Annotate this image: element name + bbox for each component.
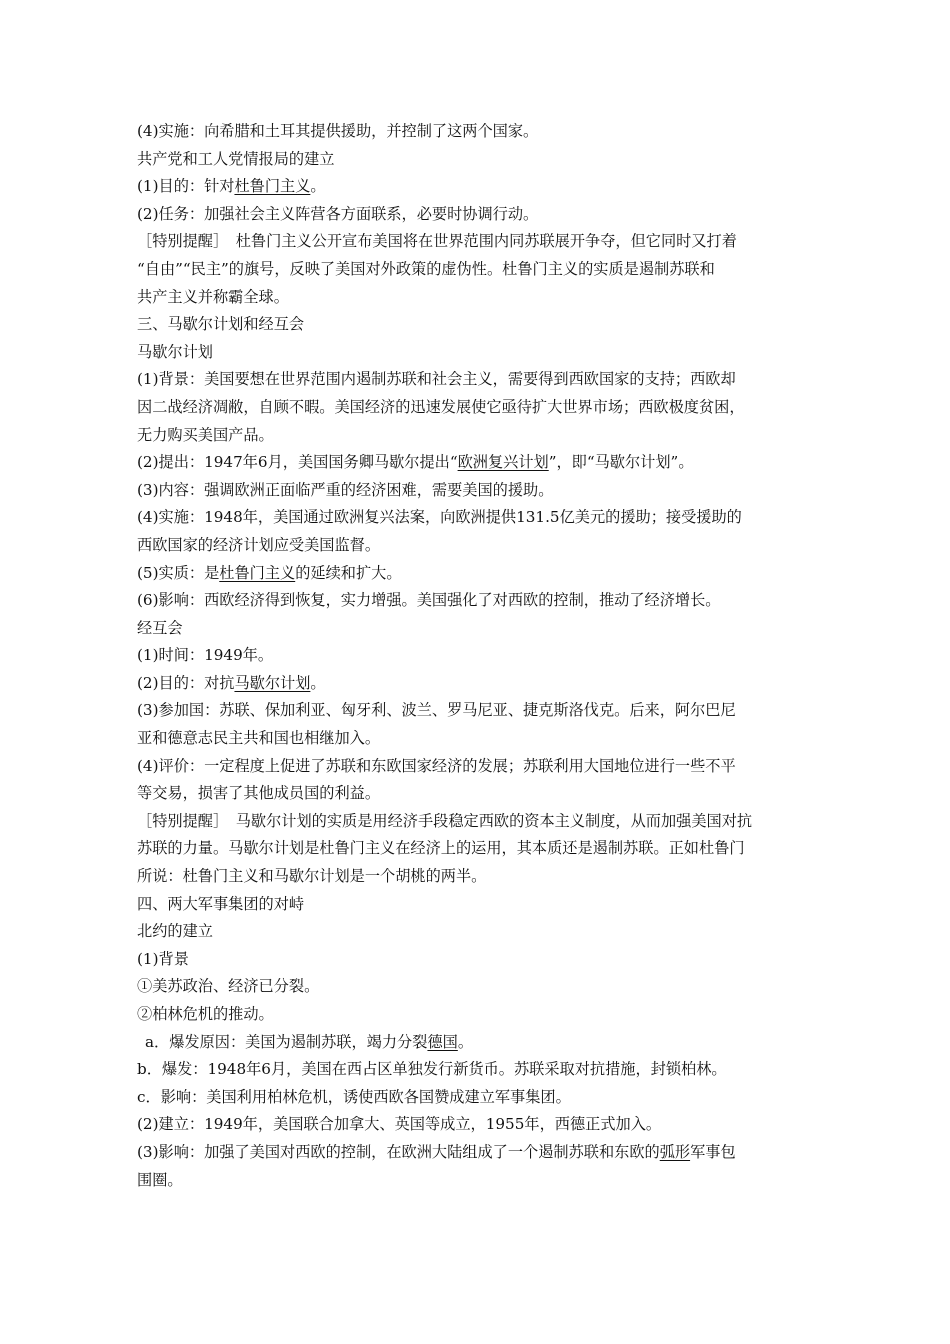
chapter-heading: 三、马歇尔计划和经互会 <box>137 315 305 334</box>
section-heading: 北约的建立 <box>137 922 213 941</box>
special-note-line: 所说：杜鲁门主义和马歇尔计划是一个胡桃的两半。 <box>137 867 487 886</box>
paragraph-line: (3)内容：强调欧洲正面临严重的经济困难，需要美国的援助。 <box>137 480 554 499</box>
paragraph-line: (4)实施：1948年，美国通过欧洲复兴法案，向欧洲提供131.5亿美元的援助；接受援助的 <box>137 508 742 527</box>
underlined-term: 马歇尔计划 <box>234 673 311 692</box>
paragraph-line: 亚和德意志民主共和国也相继加入。 <box>137 729 380 748</box>
paragraph-line: b．爆发：1948年6月，美国在西占区单独发行新货币。苏联采取对抗措施，封锁柏林。 <box>137 1060 727 1079</box>
paragraph-line: (2)提出：1947年6月，美国国务卿马歇尔提出“欧洲复兴计划”，即“马歇尔计划”。 <box>137 453 694 472</box>
paragraph-line: (3)参加国：苏联、保加利亚、匈牙利、波兰、罗马尼亚、捷克斯洛伐克。后来，阿尔巴尼 <box>137 701 736 720</box>
document-body <box>137 118 817 1194</box>
paragraph-line: 等交易，损害了其他成员国的利益。 <box>137 784 380 803</box>
paragraph-line: (3)影响：加强了美国对西欧的控制，在欧洲大陆组成了一个遏制苏联和东欧的弧形军事包 <box>137 1142 736 1161</box>
paragraph-line: (2)建立：1949年，美国联合加拿大、英国等成立，1955年，西德正式加入。 <box>137 1115 662 1134</box>
paragraph-line: 无力购买美国产品。 <box>137 425 274 444</box>
section-heading: 马歇尔计划 <box>137 342 213 361</box>
special-note-line: ［特别提醒］ 杜鲁门主义公开宣布美国将在世界范围内同苏联展开争夺，但它同时又打着 <box>137 232 737 251</box>
underlined-term: 德国 <box>427 1032 458 1051</box>
paragraph-line: (1)目的：针对杜鲁门主义。 <box>137 177 326 196</box>
underlined-term: 杜鲁门主义 <box>219 563 296 582</box>
underlined-term: 杜鲁门主义 <box>234 177 311 196</box>
special-note-line: 共产主义并称霸全球。 <box>137 287 289 306</box>
underlined-term: 弧形 <box>659 1142 691 1161</box>
paragraph-line: (1)背景：美国要想在世界范围内遏制苏联和社会主义，需要得到西欧国家的支持；西欧却 <box>137 370 736 389</box>
paragraph-line: (2)任务：加强社会主义阵营各方面联系，必要时协调行动。 <box>137 204 539 223</box>
paragraph-line: (5)实质：是杜鲁门主义的延续和扩大。 <box>137 563 402 582</box>
paragraph-line: c．影响：美国利用柏林危机，诱使西欧各国赞成建立军事集团。 <box>137 1087 571 1106</box>
special-note-line: “自由”“民主”的旗号，反映了美国对外政策的虚伪性。杜鲁门主义的实质是遏制苏联和 <box>137 259 715 278</box>
paragraph-line: (6)影响：西欧经济得到恢复，实力增强。美国强化了对西欧的控制，推动了经济增长。 <box>137 591 721 610</box>
special-note-line: 苏联的力量。马歇尔计划是杜鲁门主义在经济上的运用，其本质还是遏制苏联。正如杜鲁门 <box>137 839 745 858</box>
paragraph-line: a．爆发原因：美国为遏制苏联，竭力分裂德国。 <box>145 1032 473 1051</box>
paragraph-line: (4)实施：向希腊和土耳其提供援助，并控制了这两个国家。 <box>137 122 539 140</box>
special-note-line: ［特别提醒］ 马歇尔计划的实质是用经济手段稳定西欧的资本主义制度，从而加强美国对抗 <box>137 811 753 830</box>
paragraph-line: ①美苏政治、经济已分裂。 <box>137 977 320 996</box>
paragraph-line: ②柏林危机的推动。 <box>137 1005 274 1023</box>
paragraph-line: 西欧国家的经济计划应受美国监督。 <box>137 535 380 554</box>
paragraph-line: (1)时间：1949年。 <box>137 646 274 665</box>
section-heading: 共产党和工人党情报局的建立 <box>137 149 335 168</box>
paragraph-line: (1)背景 <box>137 949 189 968</box>
paragraph-line: (4)评价：一定程度上促进了苏联和东欧国家经济的发展；苏联利用大国地位进行一些不平 <box>137 756 736 775</box>
chapter-heading: 四、两大军事集团的对峙 <box>137 894 305 913</box>
paragraph-line: 因二战经济凋敝，自顾不暇。美国经济的迅速发展使它亟待扩大世界市场；西欧极度贫困， <box>137 397 745 416</box>
paragraph-line: 围圈。 <box>137 1170 183 1189</box>
section-heading: 经互会 <box>137 618 183 637</box>
underlined-term: 欧洲复兴计划 <box>457 453 549 472</box>
paragraph-line: (2)目的：对抗马歇尔计划。 <box>137 673 326 692</box>
